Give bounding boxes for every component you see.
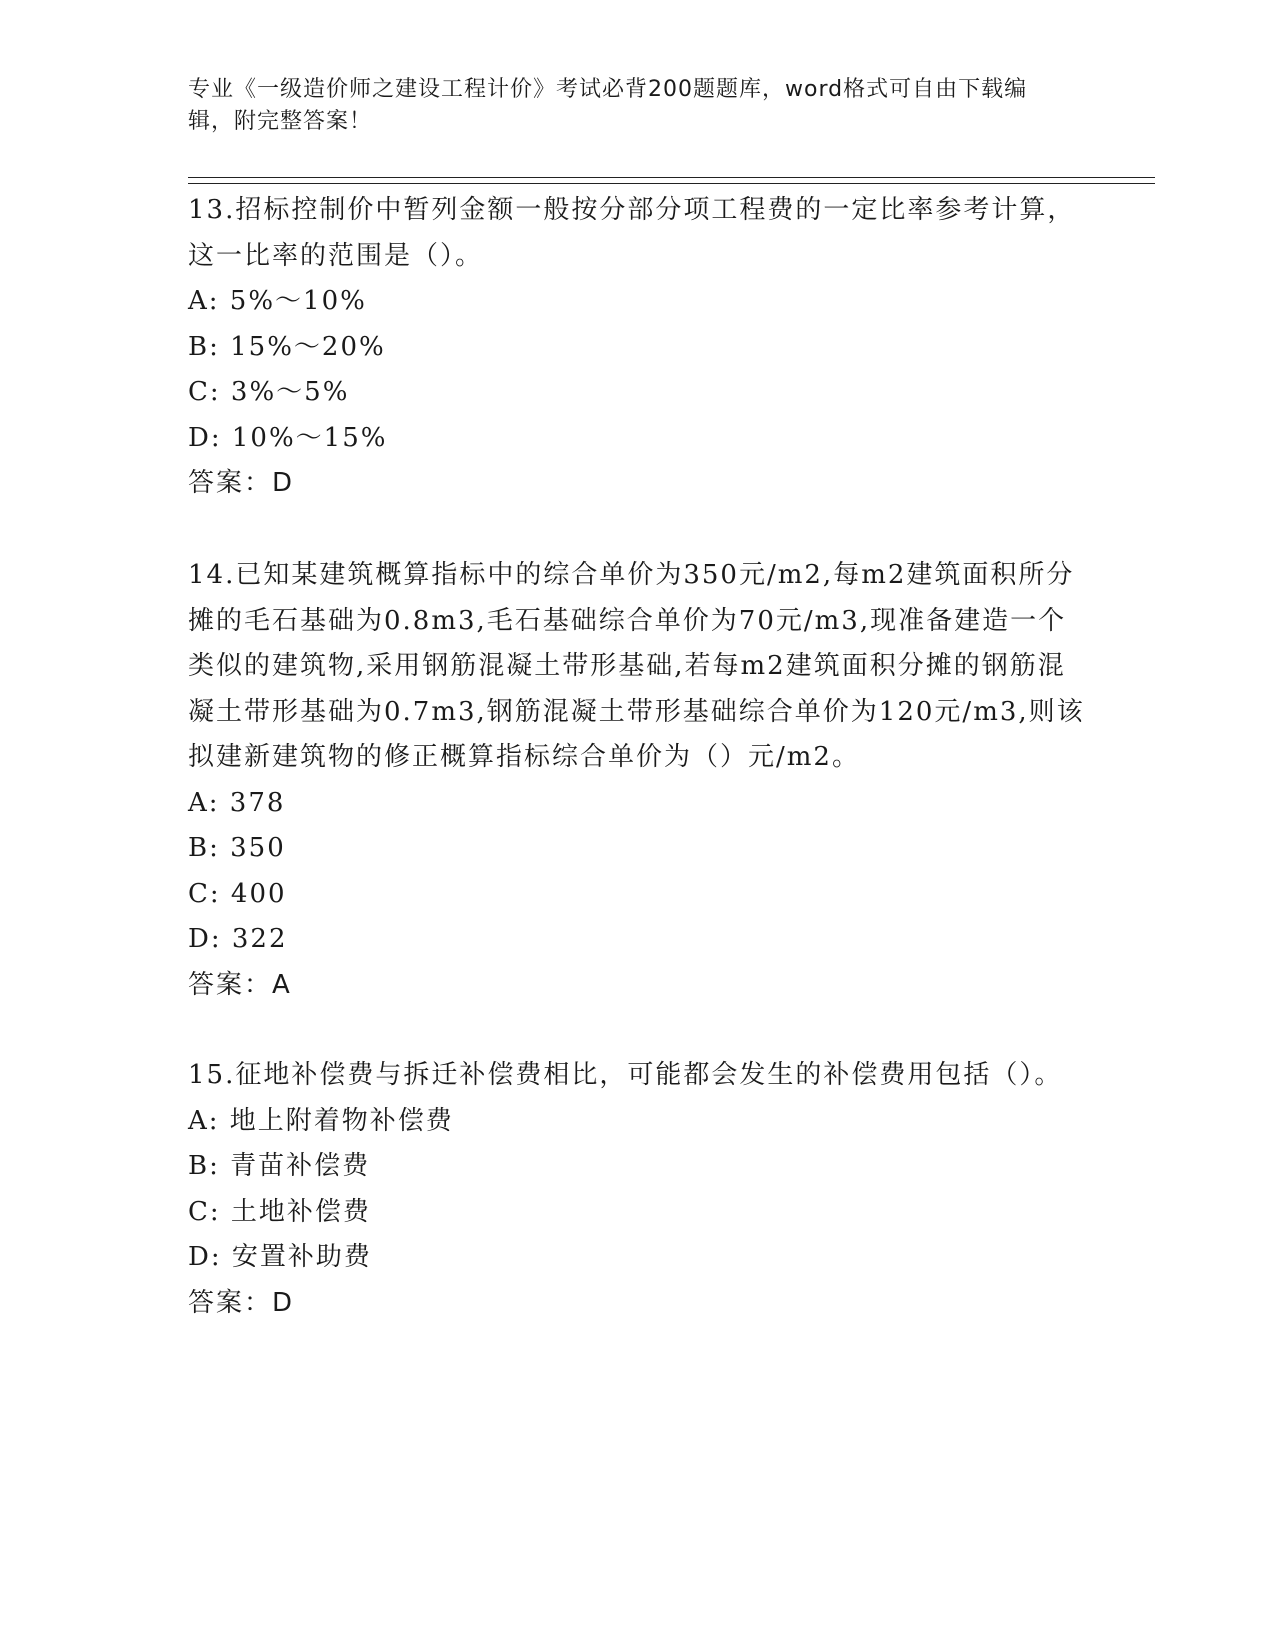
header-rule-bottom <box>188 183 1155 184</box>
question-stem: 13.招标控制价中暂列金额一般按分部分项工程费的一定比率参考计算，这一比率的范围是（）。 <box>188 195 1076 271</box>
question-14 <box>188 553 1088 1008</box>
option-d: D: 10%～15% <box>188 422 388 453</box>
option-c: C: 3%～5% <box>188 377 350 407</box>
answer: 答案：D <box>188 1287 295 1318</box>
option-a: A: 378 <box>188 787 286 818</box>
question-stem: 14.已知某建筑概算指标中的综合单价为350元/m2,每m2建筑面积所分摊的毛石基础为0.8m3,毛石基础综合单价为70元/m3,现准备建造一个类似的建筑物,采用钢筋混凝土带形基础,若每m2建筑面积分摊的钢筋混凝土带形基础为0.7m3,钢筋混凝土带形基础综合单价为120元/m3,则该拟建新建筑物的修正概算指标综合单价为（）元/m2。 <box>188 560 1085 772</box>
option-d: D: 安置补助费 <box>188 1242 372 1272</box>
question-stem: 15.征地补偿费与拆迁补偿费相比，可能都会发生的补偿费用包括（）。 <box>188 1060 1063 1090</box>
option-a: A: 地上附着物补偿费 <box>188 1105 454 1136</box>
option-c: C: 土地补偿费 <box>188 1196 371 1227</box>
question-13 <box>188 188 1088 507</box>
option-a: A: 5%～10% <box>188 286 367 316</box>
option-d: D: 322 <box>188 924 288 954</box>
option-b: B: 青苗补偿费 <box>188 1151 371 1181</box>
question-15 <box>188 1053 1088 1326</box>
option-c: C: 400 <box>188 878 287 909</box>
header-rule-top <box>188 177 1155 178</box>
answer: 答案：A <box>188 969 292 1000</box>
option-b: B: 15%～20% <box>188 331 386 362</box>
option-b: B: 350 <box>188 833 286 863</box>
page-header: 专业《一级造价师之建设工程计价》考试必背200题题库，word格式可自由下载编辑，附完整答案！ <box>188 77 1028 134</box>
answer: 答案：D <box>188 468 295 498</box>
